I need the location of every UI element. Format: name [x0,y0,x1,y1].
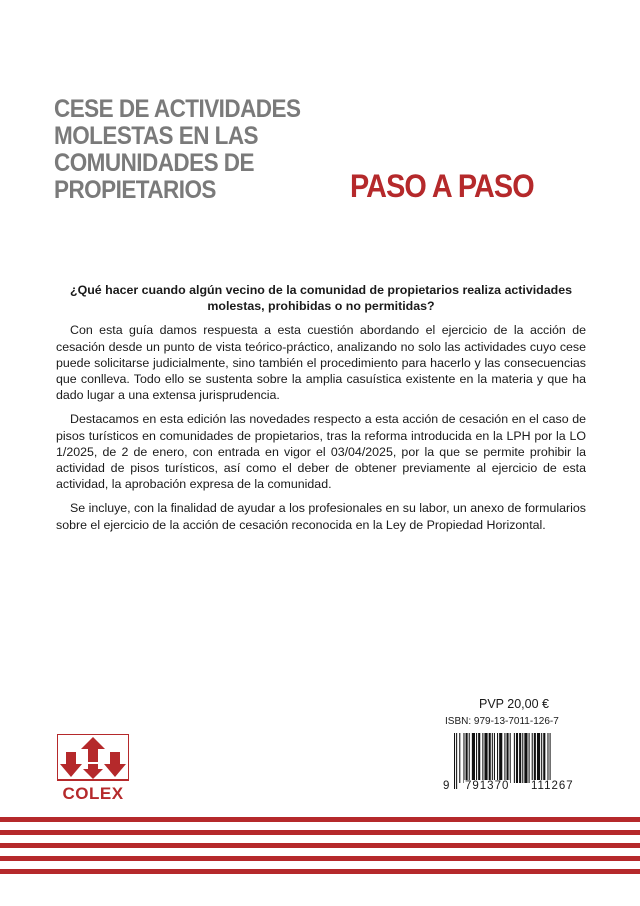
barcode-bar [459,733,460,783]
barcode-bar [547,733,548,783]
barcode-digit-prefix: 9 [443,780,451,792]
book-title-line: PROPIETARIOS [54,176,216,204]
stripe [0,817,640,822]
publisher-logo [57,734,129,802]
barcode-bar [532,733,533,783]
book-title [54,96,324,204]
price-label: PVP 20,00 € [479,697,549,711]
blurb-paragraph: Con esta guía damos respuesta a esta cuestión abordando el ejercicio de la acción de cesación desde un punto de vista teórico-práctico, analizando no solo las actividades cuyo cese puede solicitarse judicialmente, sino también el procedimiento para hacerlo y las consecuencias que conlleva. Todo ello se sustenta sobre la amplia casuística existente en la materia y que ha dado lugar a una extensa jurisprudencia. [56,323,586,403]
barcode-bar [516,733,518,783]
blurb-paragraph: Destacamos en esta edición las novedades respecto a esta acción de cesación en el caso de pisos turísticos en comunidades de propietarios, tras la reforma introducida en la LPH por la LO 1/2025, de 2 de enero, con entrada en vigor el 03/04/2025, por la que se permite prohibir la actividad de pisos turísticos, así como el deber de obtener previamente al ejercicio de esta actividad, la aprobación expresa de la comunidad. [56,412,586,492]
barcode-bar [522,733,523,783]
blurb-paragraph: Se incluye, con la finalidad de ayudar a los profesionales en su labor, un anexo de formularios sobre el ejercicio de la acción de cesación reconocida en la Ley de Propiedad Horizontal. [56,501,586,532]
barcode-digits [443,780,592,796]
barcode-bar [476,733,477,783]
barcode-bar [478,733,480,783]
isbn-barcode [443,733,588,796]
stripe [0,843,640,848]
barcode-bar [463,733,464,783]
stripe [0,856,640,861]
barcode-bar [489,733,491,783]
barcode-bar [497,733,498,783]
blurb-question: ¿Qué hacer cuando algún vecino de la comunidad de propietarios realiza actividades molestas, prohibidas o no permitidas? [70,283,572,314]
colex-arrows-logo-icon [57,734,129,784]
book-title-line: COMUNIDADES DE [54,149,254,177]
barcode-bar [543,733,545,783]
barcode-bar [472,733,475,783]
isbn-label: ISBN: 979-13-7011-126-7 [445,716,559,727]
stripe [0,830,640,835]
barcode-digit-group-left: 791370 [465,780,510,792]
barcode-bar [524,733,527,783]
back-cover-blurb [56,282,586,541]
book-title-line: CESE DE ACTIVIDADES [54,95,301,123]
barcode-digit-group-right: 111267 [531,780,574,792]
barcode-bar [484,733,487,783]
barcode-bar [466,733,468,783]
barcode-bar [514,733,515,783]
barcode-bar [534,733,536,783]
barcode-bar [492,733,493,783]
barcode-bar [541,733,542,783]
barcode-bar [529,733,530,783]
series-title: PASO A PASO [350,168,534,204]
barcode-bar [494,733,495,783]
stripe [0,869,640,874]
barcode-bar [482,733,483,783]
barcode-bar [510,733,511,783]
publisher-name: COLEX [62,784,124,803]
barcode-bar [519,733,521,783]
barcode-bar [469,733,470,783]
barcode-bar [537,733,540,783]
book-title-line: MOLESTAS EN LAS [54,122,259,150]
